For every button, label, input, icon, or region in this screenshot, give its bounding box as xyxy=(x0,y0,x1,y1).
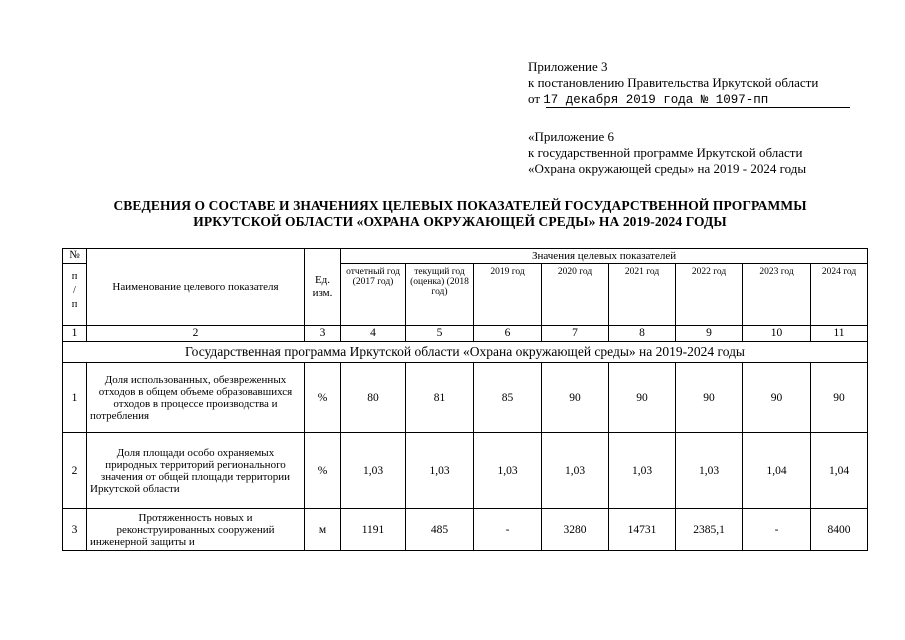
appendix-3-date-line xyxy=(528,91,818,108)
program-title-cell: Государственная программа Иркутской области «Охрана окружающей среды» на 2019-2024 годы xyxy=(63,342,868,363)
column-number: 9 xyxy=(676,326,743,342)
column-number: 3 xyxy=(305,326,341,342)
column-number: 6 xyxy=(474,326,542,342)
header-2020: 2020 год xyxy=(542,264,609,326)
row-value-2020: 90 xyxy=(542,363,609,433)
document-title-line-2: ИРКУТСКОЙ ОБЛАСТИ «ОХРАНА ОКРУЖАЮЩЕЙ СРЕДЫ» НА 2019-2024 ГОДЫ xyxy=(193,214,727,229)
header-number-sign: № xyxy=(63,249,86,264)
header-row-1 xyxy=(63,249,868,264)
row-value-2023: 1,04 xyxy=(743,433,811,509)
row-value-2022: 1,03 xyxy=(676,433,743,509)
column-number: 7 xyxy=(542,326,609,342)
column-numbers-row xyxy=(63,326,868,342)
column-number: 11 xyxy=(811,326,868,342)
row-value-2021: 14731 xyxy=(609,509,676,551)
row-value-2020: 1,03 xyxy=(542,433,609,509)
row-value-2023: 90 xyxy=(743,363,811,433)
row-value-2019: 1,03 xyxy=(474,433,542,509)
header-indicator-name: Наименование целевого показателя xyxy=(87,249,305,326)
header-2021: 2021 год xyxy=(609,264,676,326)
header-2023: 2023 год xyxy=(743,264,811,326)
header-number xyxy=(63,249,87,326)
row-unit: % xyxy=(305,363,341,433)
row-value-2022: 90 xyxy=(676,363,743,433)
header-current-year: текущий год (оценка) (2018 год) xyxy=(406,264,474,326)
row-value-2024: 90 xyxy=(811,363,868,433)
header-2024: 2024 год xyxy=(811,264,868,326)
row-value-2017: 80 xyxy=(341,363,406,433)
row-value-2021: 1,03 xyxy=(609,433,676,509)
appendix-6-program: к государственной программе Иркутской области xyxy=(528,145,803,160)
table-row xyxy=(63,433,868,509)
row-number: 2 xyxy=(63,433,87,509)
row-number: 1 xyxy=(63,363,87,433)
column-number: 10 xyxy=(743,326,811,342)
header-2019: 2019 год xyxy=(474,264,542,326)
row-value-2023: - xyxy=(743,509,811,551)
row-value-2019: - xyxy=(474,509,542,551)
column-number: 8 xyxy=(609,326,676,342)
row-value-2019: 85 xyxy=(474,363,542,433)
header-report-year: отчетный год (2017 год) xyxy=(341,264,406,326)
row-value-2018: 485 xyxy=(406,509,474,551)
document-title-line-1: СВЕДЕНИЯ О СОСТАВЕ И ЗНАЧЕНИЯХ ЦЕЛЕВЫХ ПОКАЗАТЕЛЕЙ ГОСУДАРСТВЕННОЙ ПРОГРАММЫ xyxy=(113,198,807,213)
row-value-2017: 1191 xyxy=(341,509,406,551)
appendix-3-date-prefix: от xyxy=(528,91,541,106)
row-indicator-name: Доля площади особо охраняемых природных территорий регионального значения от общей площади территории Иркутской области xyxy=(87,433,305,509)
row-value-2018: 1,03 xyxy=(406,433,474,509)
row-number: 3 xyxy=(63,509,87,551)
row-value-2020: 3280 xyxy=(542,509,609,551)
table-row xyxy=(63,363,868,433)
appendix-3-date-handwritten: 17 декабря 2019 года № 1097-пп xyxy=(543,93,769,107)
header-unit: Ед. изм. xyxy=(305,249,341,326)
appendix-3-title: Приложение 3 xyxy=(528,59,608,74)
row-indicator-name: Доля использованных, обезвреженных отходов в общем объеме образовавшихся отходов в процессе производства и потребления xyxy=(87,363,305,433)
column-number: 4 xyxy=(341,326,406,342)
column-number: 2 xyxy=(87,326,305,342)
appendix-6-title: «Приложение 6 xyxy=(528,129,615,144)
row-value-2018: 81 xyxy=(406,363,474,433)
appendix-3-block xyxy=(528,59,818,108)
document-title xyxy=(60,198,860,230)
indicators-table xyxy=(62,248,868,551)
row-value-2024: 8400 xyxy=(811,509,868,551)
header-values-group: Значения целевых показателей xyxy=(341,249,868,264)
row-value-2024: 1,04 xyxy=(811,433,868,509)
row-indicator-name: Протяженность новых и реконструированных сооружений инженерной защиты и xyxy=(87,509,305,551)
date-underline xyxy=(546,107,850,108)
header-number-pp: п / п xyxy=(71,271,78,310)
row-value-2017: 1,03 xyxy=(341,433,406,509)
column-number: 5 xyxy=(406,326,474,342)
row-value-2022: 2385,1 xyxy=(676,509,743,551)
appendix-6-program-name: «Охрана окружающей среды» на 2019 - 2024 годы xyxy=(528,161,807,176)
appendix-3-resolution: к постановлению Правительства Иркутской области xyxy=(528,75,819,90)
row-unit: м xyxy=(305,509,341,551)
appendix-6-block xyxy=(528,129,806,177)
column-number: 1 xyxy=(63,326,87,342)
table-row xyxy=(63,509,868,551)
program-row xyxy=(63,342,868,363)
header-2022: 2022 год xyxy=(676,264,743,326)
row-unit: % xyxy=(305,433,341,509)
row-value-2021: 90 xyxy=(609,363,676,433)
